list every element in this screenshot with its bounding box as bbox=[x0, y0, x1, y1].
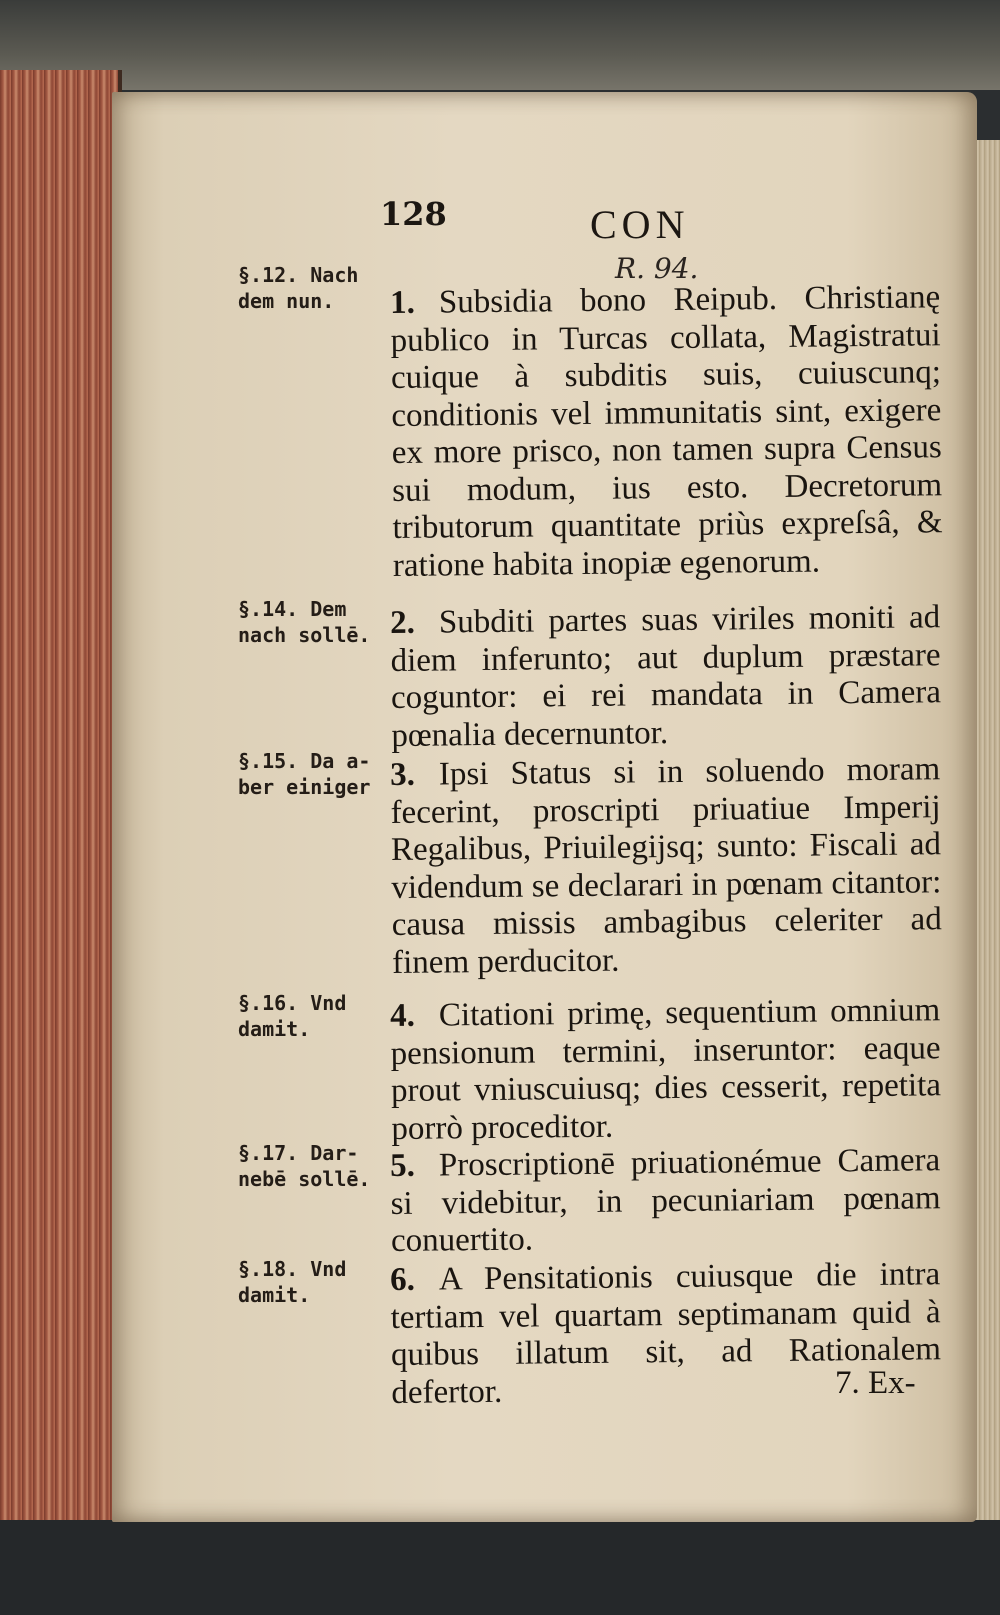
rule-number: R. 94. bbox=[615, 252, 699, 285]
paragraph-text: Citationi primę, sequentium omnium pensionum termini, inseruntor: eaque prout vniuscuiusq; dies cesserit, repetita porrò proceditor. bbox=[390, 992, 942, 1147]
margin-note-line: dem nun. bbox=[238, 289, 335, 313]
margin-note-line: §.12. Nach bbox=[238, 263, 359, 287]
margin-note-line: §.15. Da a- bbox=[238, 749, 371, 773]
margin-note bbox=[238, 748, 388, 800]
margin-note-line: §.14. Dem bbox=[238, 597, 347, 621]
margin-note bbox=[238, 1140, 388, 1192]
margin-note bbox=[238, 262, 388, 314]
paragraph-text: Ipsi Status si in soluendo moram fecerint, proscripti priuatiue Imperij Regalibus, Priuilegijsq; sunto: Fiscali ad videndum se declarari in pœnam citantor: causa missis ambagibus celeriter ad finem perducitor. bbox=[390, 751, 942, 981]
margin-note-line: nebē sollē. bbox=[238, 1167, 371, 1191]
paragraph-text: A Pensitationis cuiusque die intra tertiam vel quartam septimanam quid à quibus illatum sit, ad Rationalem defertor. bbox=[390, 1256, 942, 1411]
paragraph-text: Proscriptionē priuationémue Camera si videbitur, in pecuniariam pœnam conuertito. bbox=[390, 1142, 941, 1259]
paragraph-number: 4. bbox=[390, 997, 416, 1034]
running-head: CON bbox=[590, 202, 690, 247]
paragraph bbox=[390, 279, 943, 585]
paragraph-text: Subditi partes suas viriles moniti ad diem inferunto; aut duplum præstare coguntor: ei rei mandata in Camera pœnalia decernuntor. bbox=[390, 599, 942, 754]
paragraph-number: 1. bbox=[390, 284, 416, 321]
margin-note-line: damit. bbox=[238, 1283, 311, 1307]
paragraph-text: Subsidia bono Reipub. Christianę publico in Turcas collata, Magistratui cuique à subditis suis, cuiuscunq; conditionis vel immunitatis sint, exigere ex more prisco, non tamen supra Census sui modum, ius esto. Decretorum tributorum quantitate priùs expreſsâ, & ratione habita inopiæ egenorum. bbox=[390, 279, 943, 584]
margin-note-line: §.17. Dar- bbox=[238, 1141, 359, 1165]
catchword: 7. Ex- bbox=[835, 1365, 916, 1401]
paragraph bbox=[390, 1142, 941, 1260]
paragraph-number: 3. bbox=[390, 756, 416, 793]
background-bottom bbox=[0, 1520, 1000, 1615]
paragraph bbox=[390, 751, 942, 982]
margin-note-line: nach sollē. bbox=[238, 623, 371, 647]
paragraph-number: 5. bbox=[390, 1147, 416, 1184]
paragraph-number: 2. bbox=[390, 604, 416, 641]
page-header bbox=[380, 195, 740, 255]
paragraph bbox=[390, 599, 942, 755]
margin-note bbox=[238, 1256, 388, 1308]
book-page-edges-left bbox=[0, 70, 122, 1530]
paragraph bbox=[390, 992, 942, 1148]
margin-note bbox=[238, 596, 388, 648]
page-number: 128 bbox=[380, 195, 447, 233]
margin-note bbox=[238, 990, 388, 1042]
margin-note-line: ber einiger bbox=[238, 775, 371, 799]
margin-note-line: damit. bbox=[238, 1017, 311, 1041]
book-cover-top bbox=[0, 0, 1000, 90]
margin-note-line: §.16. Vnd bbox=[238, 991, 347, 1015]
paragraph-number: 6. bbox=[390, 1261, 416, 1298]
margin-note-line: §.18. Vnd bbox=[238, 1257, 347, 1281]
